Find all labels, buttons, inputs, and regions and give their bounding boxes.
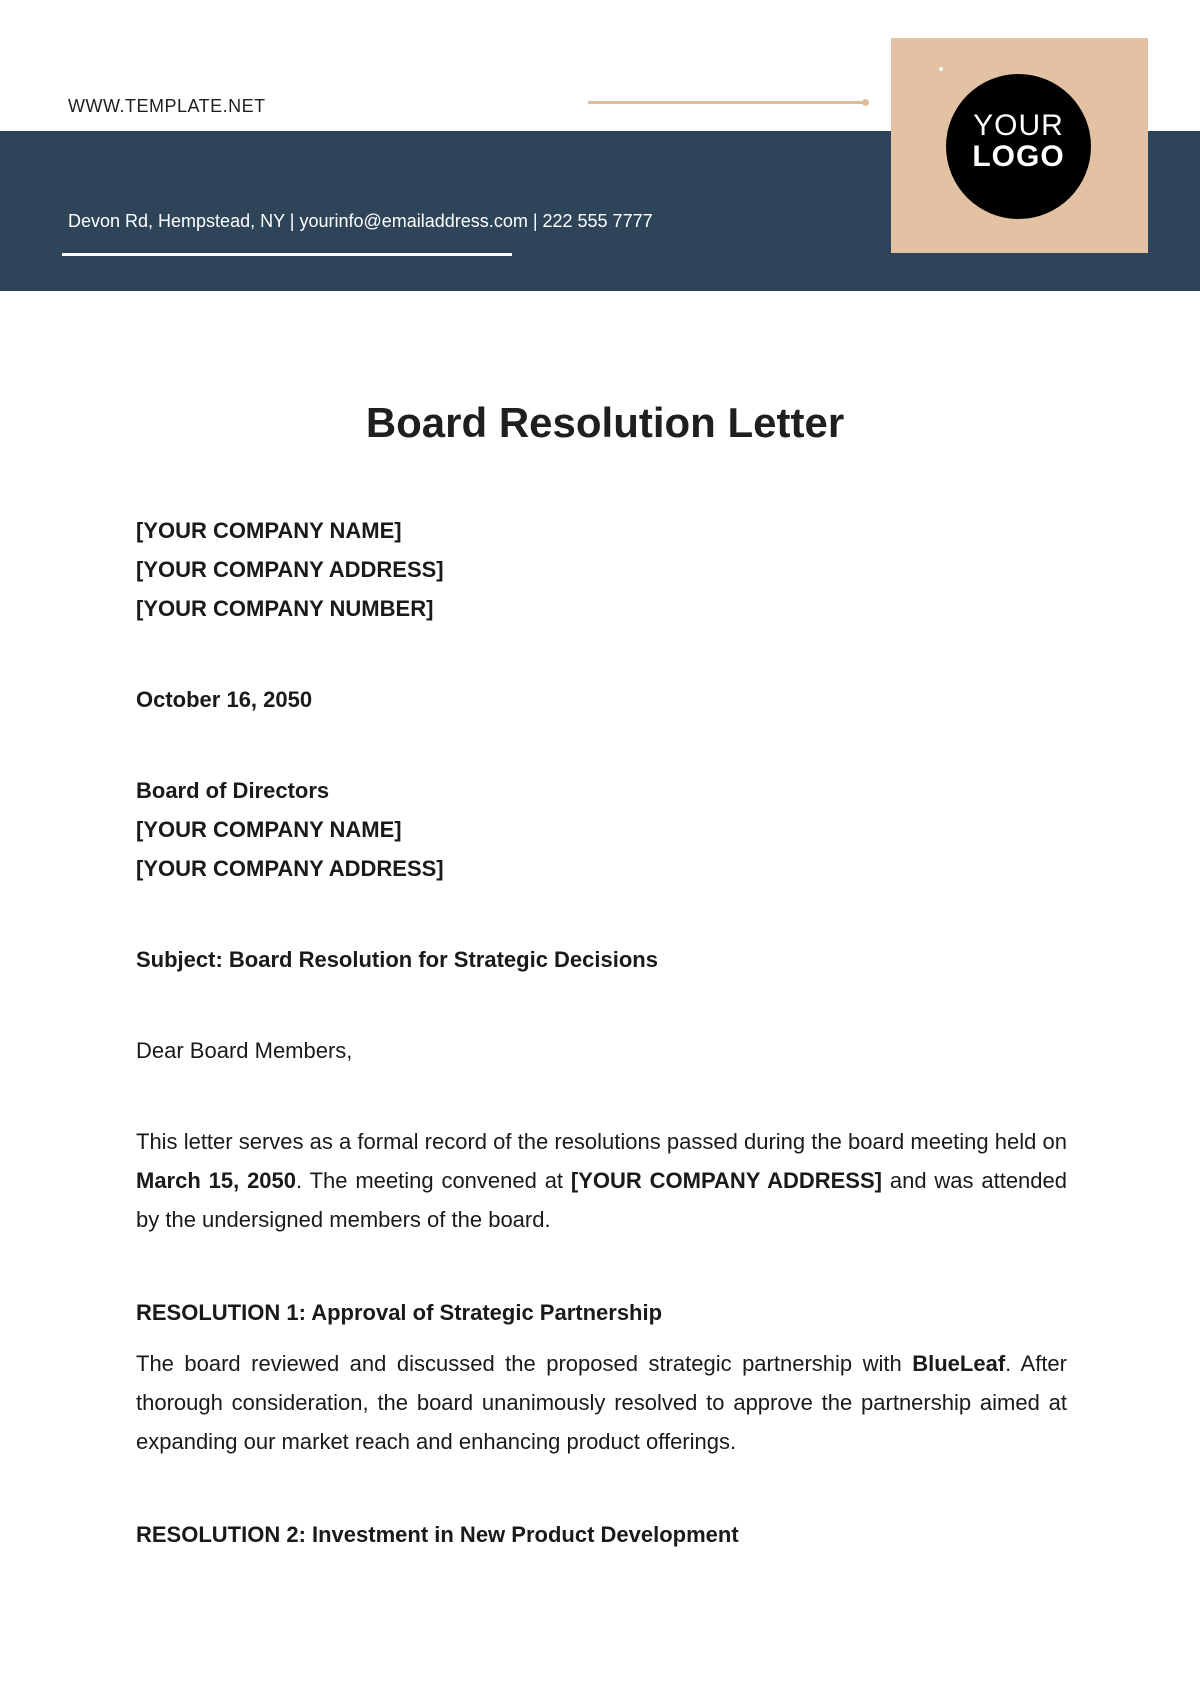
resolution-2-heading: RESOLUTION 2: Investment in New Product Development — [136, 1522, 739, 1547]
accent-dot — [862, 99, 869, 106]
intro-text-1: This letter serves as a formal record of the resolutions passed during the board meeting held on — [136, 1129, 1067, 1154]
sender-company-name: [YOUR COMPANY NAME] — [136, 518, 402, 543]
meeting-date: March 15, 2050 — [136, 1168, 297, 1193]
recipient-title: Board of Directors — [136, 778, 330, 803]
recipient-block — [136, 771, 1067, 888]
letter-date: October 16, 2050 — [136, 687, 313, 712]
salutation: Dear Board Members, — [136, 1038, 353, 1063]
logo-box — [891, 38, 1148, 253]
contact-info: Devon Rd, Hempstead, NY | yourinfo@emailaddress.com | 222 555 7777 — [68, 211, 653, 231]
resolution-1-text-1: The board reviewed and discussed the proposed strategic partnership with — [136, 1351, 913, 1376]
sender-block — [136, 511, 1067, 628]
logo — [946, 74, 1091, 219]
recipient-company-name: [YOUR COMPANY NAME] — [136, 817, 402, 842]
intro-text-2: . The meeting convened at — [296, 1168, 571, 1193]
sparkle-icon — [939, 67, 943, 71]
sender-company-address: [YOUR COMPANY ADDRESS] — [136, 557, 444, 582]
partner-name: BlueLeaf — [912, 1351, 1006, 1376]
document-title: Board Resolution Letter — [365, 399, 845, 446]
resolution-1-heading: RESOLUTION 1: Approval of Strategic Partnership — [136, 1300, 663, 1325]
resolution-1-body — [136, 1344, 1067, 1461]
recipient-company-address: [YOUR COMPANY ADDRESS] — [136, 856, 444, 881]
contact-underline — [62, 253, 512, 256]
logo-text-logo: LOGO — [972, 140, 1065, 173]
intro-text-3: and was attended by the undersigned members of the board. — [136, 1168, 1068, 1232]
subject-line: Subject: Board Resolution for Strategic Decisions — [136, 947, 658, 972]
accent-line — [588, 101, 866, 104]
intro-paragraph — [136, 1122, 1067, 1239]
meeting-location: [YOUR COMPANY ADDRESS] — [570, 1168, 882, 1193]
sender-company-number: [YOUR COMPANY NUMBER] — [136, 596, 434, 621]
resolution-1-text-2: . After thorough consideration, the board unanimously resolved to approve the partnership aimed at expanding our market reach and enhancing product offerings. — [136, 1351, 1067, 1454]
logo-text-your: YOUR — [973, 109, 1064, 142]
website-url: WWW.TEMPLATE.NET — [68, 96, 266, 116]
